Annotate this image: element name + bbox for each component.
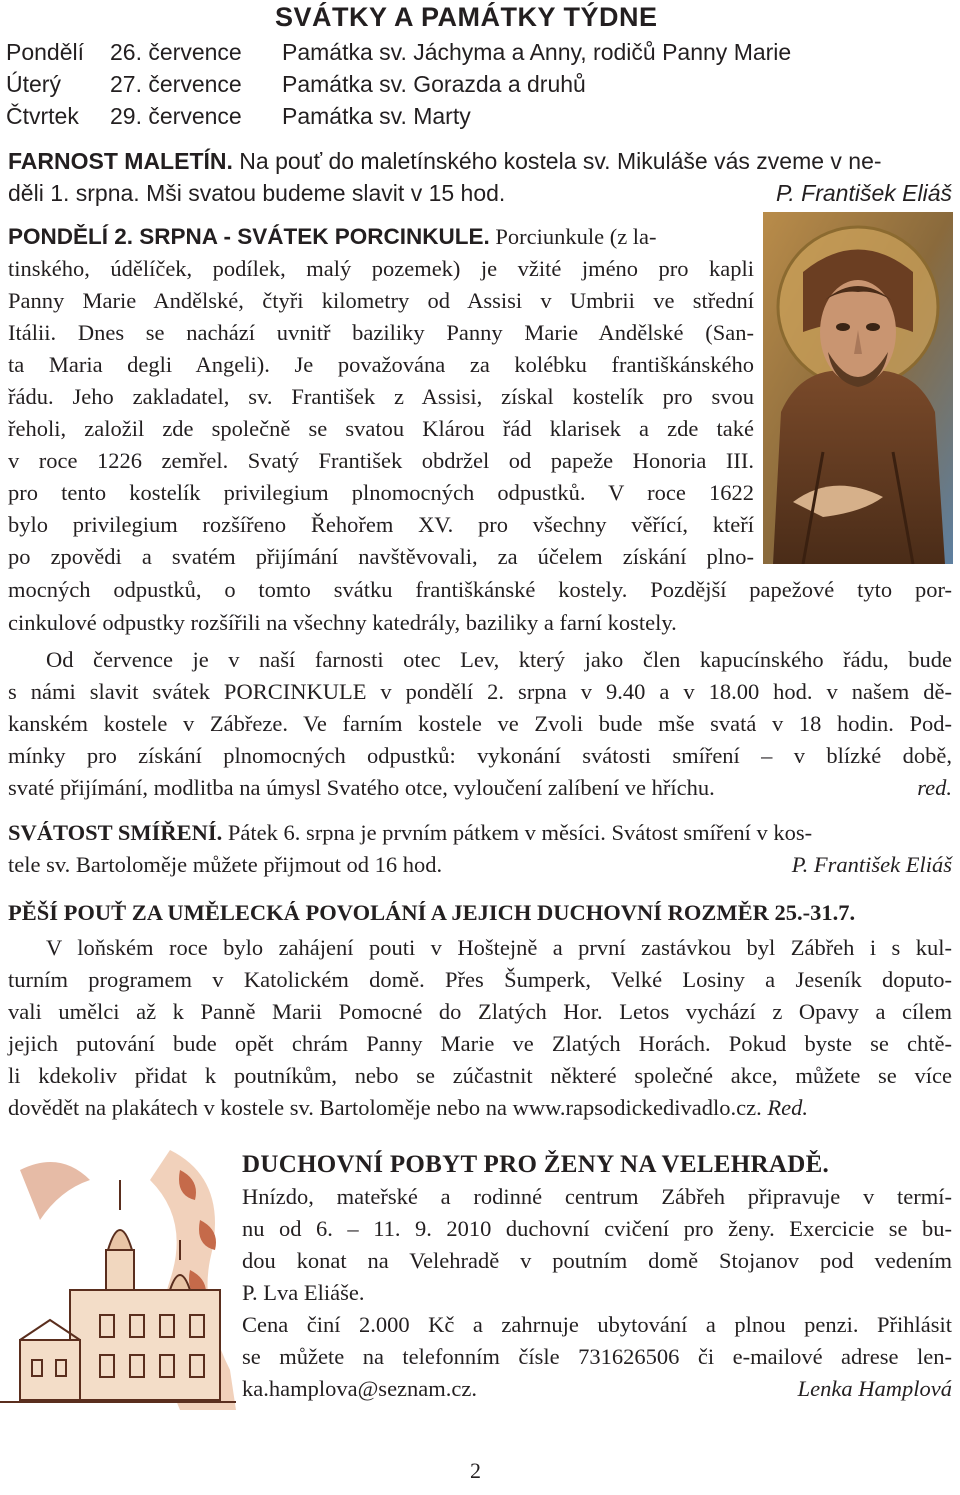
pobyt-line: nu od 6. – 11. 9. 2010 duchovní cvičení pro ženy. Exercicie se bu-	[242, 1216, 952, 1241]
smireni-text: Pátek 6. srpna je prvním pátkem v měsíci. Svátost smíření v kos-	[227, 820, 813, 845]
feast-day: Úterý	[6, 71, 61, 97]
signature: P. František Eliáš	[776, 180, 952, 206]
feast-day: Čtvrtek	[6, 103, 79, 129]
feast-name: Památka sv. Gorazda a druhů	[282, 71, 586, 97]
feast-name: Památka sv. Marty	[282, 103, 471, 129]
page-title: SVÁTKY A PAMÁTKY TÝDNE	[275, 2, 658, 32]
smireni-line1	[8, 818, 952, 848]
church-illustration	[0, 1140, 236, 1410]
signature: Red.	[767, 1095, 808, 1120]
porcinkule-line: s námi slavit svátek PORCINKULE v pondělí 2. srpna v 9.40 a v 18.00 hod. v našem dě-	[8, 679, 952, 704]
pout-line-last	[8, 1093, 952, 1123]
smireni-line2	[8, 850, 952, 880]
porcinkule-line: Od července je v naší farnosti otec Lev, který jako člen kapucínského řádu, bude	[46, 647, 952, 672]
signature: red.	[917, 775, 952, 800]
porcinkule-text: svaté přijímání, modlitba na úmysl Svatého otce, vyloučení zalíbení ve hříchu.	[8, 775, 715, 800]
signature: Lenka Hamplová	[797, 1376, 952, 1401]
pobyt-heading: DUCHOVNÍ POBYT PRO ŽENY NA VELEHRADĚ.	[242, 1151, 830, 1178]
feast-day: Pondělí	[6, 39, 85, 65]
porcinkule-line: mínky pro získání plnomocných odpustků: vykonání svátosti smíření – v blízké době,	[8, 743, 952, 768]
farnost-line2	[8, 177, 952, 209]
pout-text: dovědět na plakátech v kostele sv. Bartoloměje nebo na www.rapsodickedivadlo.cz.	[8, 1095, 762, 1120]
pobyt-line-last	[242, 1374, 952, 1404]
pobyt-line: se můžete na telefonním čísle 731626506 či e-mailové adrese len-	[242, 1344, 952, 1369]
farnost-line1	[8, 145, 952, 177]
page-number: 2	[470, 1458, 481, 1483]
pout-line: jejich putování bude opět chrám Panny Marie ve Zlatých Horách. Pokud byste se chtě-	[8, 1031, 952, 1056]
porcinkule-line: kanském kostele v Zábřeze. Ve farním kostele ve Zvoli bude mše svatá v 18 hodin. Pod-	[8, 711, 952, 736]
pout-line: V loňském roce bylo zahájení pouti v Hoštejně a první zastávkou byl Zábřeh i s kul-	[46, 935, 952, 960]
porcinkule-line: cinkulové odpustky rozšířili na všechny katedrály, baziliky a farní kostely.	[8, 610, 677, 635]
porcinkule-text: Porciunkule (z la-	[495, 224, 657, 249]
porcinkule-line: Panny Marie Andělské, čtyři kilometry od Assisi v Umbrii ve střední	[8, 288, 754, 313]
pobyt-line: Hnízdo, mateřské a rodinné centrum Zábřeh připravuje v termí-	[242, 1184, 952, 1209]
porcinkule-line: bylo privilegium rozšířeno Řehořem XV. pro všechny věřící, kteří	[8, 512, 754, 537]
saint-francis-portrait	[763, 212, 953, 564]
pobyt-line: P. Lva Eliáše.	[242, 1280, 365, 1305]
porcinkule-line: řeholi, založil zde společně se svatou Klárou řád klarisek a zde také	[8, 416, 754, 441]
porcinkule-line: mocných odpustků, o tomto svátku františkánské kostely. Pozdější papežové tyto por-	[8, 577, 952, 602]
pobyt-line: dou konat na Velehradě v poutním domě Stojanov pod vedením	[242, 1248, 952, 1273]
pout-line: turním programem v Katolickém domě. Přes Šumperk, Velké Losiny a Jeseník doputo-	[8, 967, 952, 992]
porcinkule-line: v roce 1226 zemřel. Svatý František obdržel od papeže Honoria III.	[8, 448, 754, 473]
pout-line: vali umělci až k Panně Marii Pomocné do Zlatých Hor. Letos vychází z Opavy a cílem	[8, 999, 952, 1024]
feast-date: 29. července	[110, 103, 242, 129]
porcinkule-line: Itálii. Dnes se nachází uvnitř baziliky Panny Marie Andělské (San-	[8, 320, 754, 345]
feast-name: Památka sv. Jáchyma a Anny, rodičů Panny Marie	[282, 39, 792, 65]
feast-date: 26. července	[110, 39, 242, 65]
porcinkule-line: po zpovědi a svatém přijímání navštěvovali, za účelem získání plno-	[8, 544, 754, 569]
pout-heading: PĚŠÍ POUŤ ZA UMĚLECKÁ POVOLÁNÍ A JEJICH DUCHOVNÍ ROZMĚR 25.-31.7.	[8, 900, 856, 925]
porcinkule-heading: PONDĚLÍ 2. SRPNA - SVÁTEK PORCINKULE.	[8, 224, 490, 249]
porcinkule-line-0	[8, 222, 754, 252]
feast-date: 27. července	[110, 71, 242, 97]
farnost-heading: FARNOST MALETÍN.	[8, 148, 233, 174]
smireni-text: tele sv. Bartoloměje můžete přijmout od 16 hod.	[8, 852, 443, 877]
signature: P. František Eliáš	[791, 852, 952, 877]
smireni-heading: SVÁTOST SMÍŘENÍ.	[8, 820, 223, 845]
farnost-text: Na pouť do maletínského kostela sv. Mikuláše vás zveme v ne-	[239, 148, 882, 174]
porcinkule-line: pro tento kostelík privilegium plnomocných odpustků. V roce 1622	[8, 480, 754, 505]
porcinkule-line: tinského, údělíček, podílek, malý pozemek) je vžité jméno pro kapli	[8, 256, 754, 281]
porcinkule-line-last	[8, 773, 952, 803]
porcinkule-line: ta Maria degli Angeli). Je považována za kolébku františkánského	[8, 352, 754, 377]
pout-line: li kdekoliv přidat k poutníkům, nebo se zúčastnit některé společné akce, můžete se více	[8, 1063, 952, 1088]
pobyt-text: ka.hamplova@seznam.cz.	[242, 1376, 477, 1401]
porcinkule-line: řádu. Jeho zakladatel, sv. František z Assisi, získal kostelík pro svou	[8, 384, 754, 409]
farnost-text: děli 1. srpna. Mši svatou budeme slavit v 15 hod.	[8, 180, 506, 206]
pobyt-line: Cena činí 2.000 Kč a zahrnuje ubytování a plnou penzi. Přihlásit	[242, 1312, 952, 1337]
